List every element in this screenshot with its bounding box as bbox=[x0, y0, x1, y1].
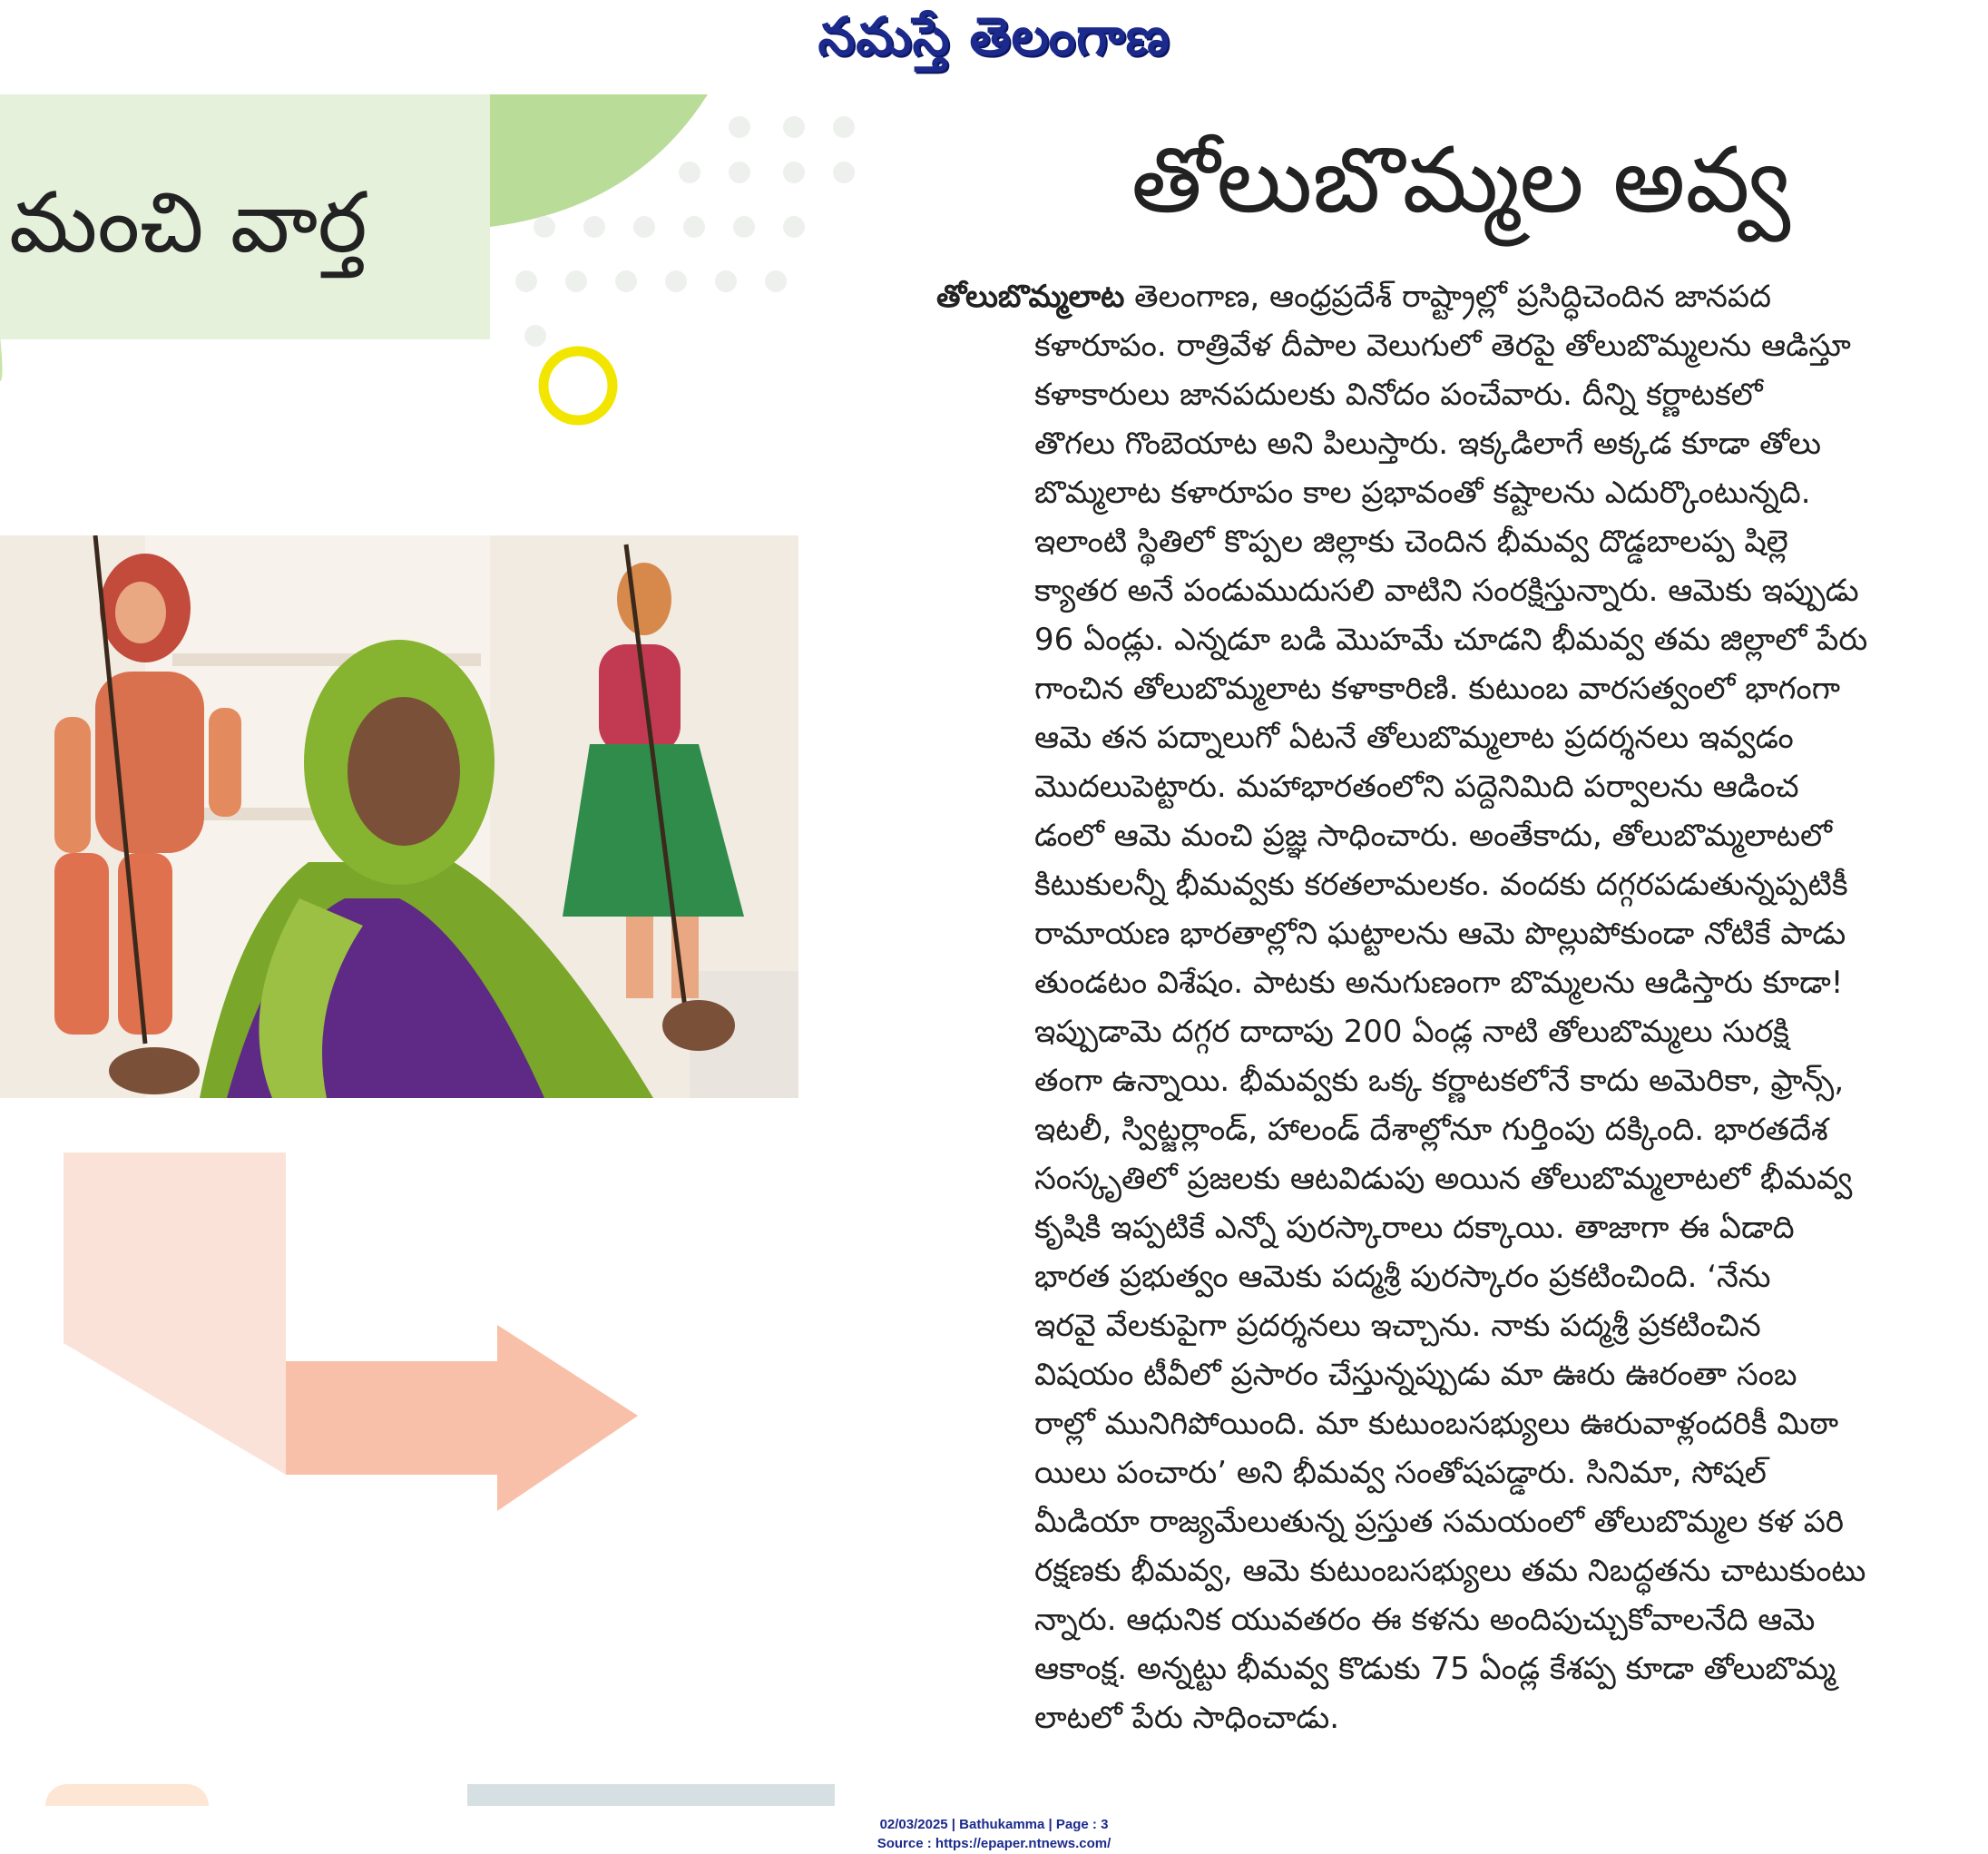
article-line: భారత ప్రభుత్వం ఆమెకు పద్మశ్రీ పురస్కారం ప్రకటించింది. ‘నేను bbox=[1034, 1259, 1771, 1295]
decorative-bar bbox=[467, 1784, 835, 1806]
section-box bbox=[0, 94, 490, 339]
article-line: 96 ఏండ్లు. ఎన్నడూ బడి మొహమే చూడని భీమవ్వ తమ జిల్లాలో పేరు bbox=[1034, 622, 1868, 658]
article-line: కళారూపం. రాత్రివేళ దీపాల వెలుగులో తెరపై తోలుబొమ్మలను ఆడిస్తూ bbox=[1034, 328, 1851, 364]
article-lead-word: తోలుబొమ్మలాట bbox=[936, 279, 1125, 315]
article-line: గాంచిన తోలుబొమ్మలాట కళాకారిణి. కుటుంబ వారసత్వంలో భాగంగా bbox=[1034, 671, 1841, 707]
article-line: యిలు పంచారు’ అని భీమవ్వ సంతోషపడ్డారు. సినిమా, సోషల్ bbox=[1034, 1455, 1767, 1491]
footer-source-line: Source : https://epaper.ntnews.com/ bbox=[876, 1836, 1112, 1851]
footer-date-line: 02/03/2025 | Bathukamma | Page : 3 bbox=[879, 1817, 1109, 1832]
article-line: ఇలాంటి స్థితిలో కొప్పల జిల్లాకు చెందిన భీమవ్వ దొడ్డబాలప్ప షిల్లె bbox=[1034, 524, 1788, 560]
decorative-panel bbox=[0, 0, 889, 1806]
article-line: తోలుబొమ్మలాట తెలంగాణ, ఆంధ్రప్రదేశ్ రాష్ట్రాల్లో ప్రసిద్ధిచెందిన జానపద bbox=[936, 279, 1772, 315]
decorative-half-circle bbox=[45, 1784, 209, 1806]
article-line: కిటుకులన్నీ భీమవ్వకు కరతలామలకం. వందకు దగ్గరపడుతున్నప్పటికీ bbox=[1034, 867, 1848, 903]
article-line: తంగా ఉన్నాయి. భీమవ్వకు ఒక్క కర్ణాటకలోనే కాదు అమెరికా, ఫ్రాన్స్, bbox=[1034, 1063, 1845, 1099]
article-line: లాటలో పేరు సాధించాడు. bbox=[1034, 1700, 1340, 1736]
article-line: రాల్లో మునిగిపోయింది. మా కుటుంబసభ్యులు ఊరువాళ్లందరికీ మిఠా bbox=[1034, 1406, 1839, 1442]
arrow-shape-dark bbox=[286, 1325, 638, 1511]
article-line: రక్షణకు భీమవ్వ, ఆమె కుటుంబసభ్యులు తమ నిబద్ధతను చాటుకుంటు bbox=[1034, 1553, 1866, 1589]
article-headline: తోలుబొమ్మల అవ్వ bbox=[1131, 127, 1791, 233]
puppeteer-photo-illustration bbox=[0, 535, 798, 1098]
article-line: కృషికి ఇప్పటికే ఎన్నో పురస్కారాలు దక్కాయి. తాజాగా ఈ ఏడాది bbox=[1034, 1210, 1795, 1246]
article-line: తొగలు గొంబెయాట అని పిలుస్తారు. ఇక్కడిలాగే అక్కడ కూడా తోలు bbox=[1034, 426, 1821, 462]
article-line: మొదలుపెట్టారు. మహాభారతంలోని పద్దెనిమిది పర్వాలను ఆడించ bbox=[1034, 769, 1799, 805]
article-line: ఆకాంక్ష. అన్నట్టు భీమవ్వ కొడుకు 75 ఏండ్ల కేశప్ప కూడా తోలుబొమ్మ bbox=[1034, 1651, 1836, 1687]
article-line: ఇప్పుడామె దగ్గర దాదాపు 200 ఏండ్ల నాటి తోలుబొమ్మలు సురక్షి bbox=[1034, 1014, 1789, 1050]
article-line: కళాకారులు జానపదులకు వినోదం పంచేవారు. దీన్ని కర్ణాటకలో bbox=[1034, 377, 1763, 413]
dot-grid bbox=[508, 109, 889, 408]
article-line: బొమ్మలాట కళారూపం కాల ప్రభావంతో కష్టాలను ఎదుర్కొంటున్నది. bbox=[1034, 475, 1811, 511]
article-line: డంలో ఆమె మంచి ప్రజ్ఞ సాధించారు. అంతేకాదు, తోలుబొమ్మలాటలో bbox=[1034, 818, 1832, 854]
article-photo bbox=[0, 535, 798, 1098]
article-body bbox=[936, 272, 1930, 1742]
article-line: విషయం టీవీలో ప్రసారం చేస్తున్నప్పుడు మా ఊరు ఊరంతా సంబ bbox=[1034, 1357, 1797, 1393]
article-line: క్యాతర అనే పండుముదుసలి వాటిని సంరక్షిస్తున్నారు. ఆమెకు ఇప్పుడు bbox=[1034, 573, 1859, 609]
article-line: సంస్కృతిలో ప్రజలకు ఆటవిడుపు అయిన తోలుబొమ్మలాటలో భీమవ్వ bbox=[1034, 1161, 1853, 1197]
article-line: ఇటలీ, స్విట్జర్లాండ్, హాలండ్ దేశాల్లోనూ గుర్తింపు దక్కింది. భారతదేశ bbox=[1034, 1112, 1828, 1148]
article-line: న్నారు. ఆధునిక యువతరం ఈ కళను అందిపుచ్చుకోవాలనేది ఆమె bbox=[1034, 1602, 1816, 1638]
article-line: మీడియా రాజ్యమేలుతున్న ప్రస్తుత సమయంలో తోలుబొమ్మల కళ పరి bbox=[1034, 1504, 1845, 1540]
masthead-title: నమస్తే తెలంగాణ bbox=[818, 5, 1170, 67]
article-line: రామాయణ భారతాల్లోని ఘట్టాలను ఆమె పొల్లుపోకుండా నోటికే పాడు bbox=[1034, 916, 1846, 952]
article-line: ఆమె తన పద్నాలుగో ఏటనే తోలుబొమ్మలాట ప్రదర్శనలు ఇవ్వడం bbox=[1034, 720, 1794, 756]
section-label: మంచి వార్త bbox=[9, 174, 367, 271]
article-line: ఇరవై వేలకుపైగా ప్రదర్శనలు ఇచ్చాను. నాకు పద్మశ్రీ ప్రకటించిన bbox=[1034, 1308, 1761, 1344]
article-line: తుండటం విశేషం. పాటకు అనుగుణంగా బొమ్మలను ఆడిస్తారు కూడా! bbox=[1034, 965, 1844, 1001]
page-footer bbox=[0, 1815, 1988, 1853]
